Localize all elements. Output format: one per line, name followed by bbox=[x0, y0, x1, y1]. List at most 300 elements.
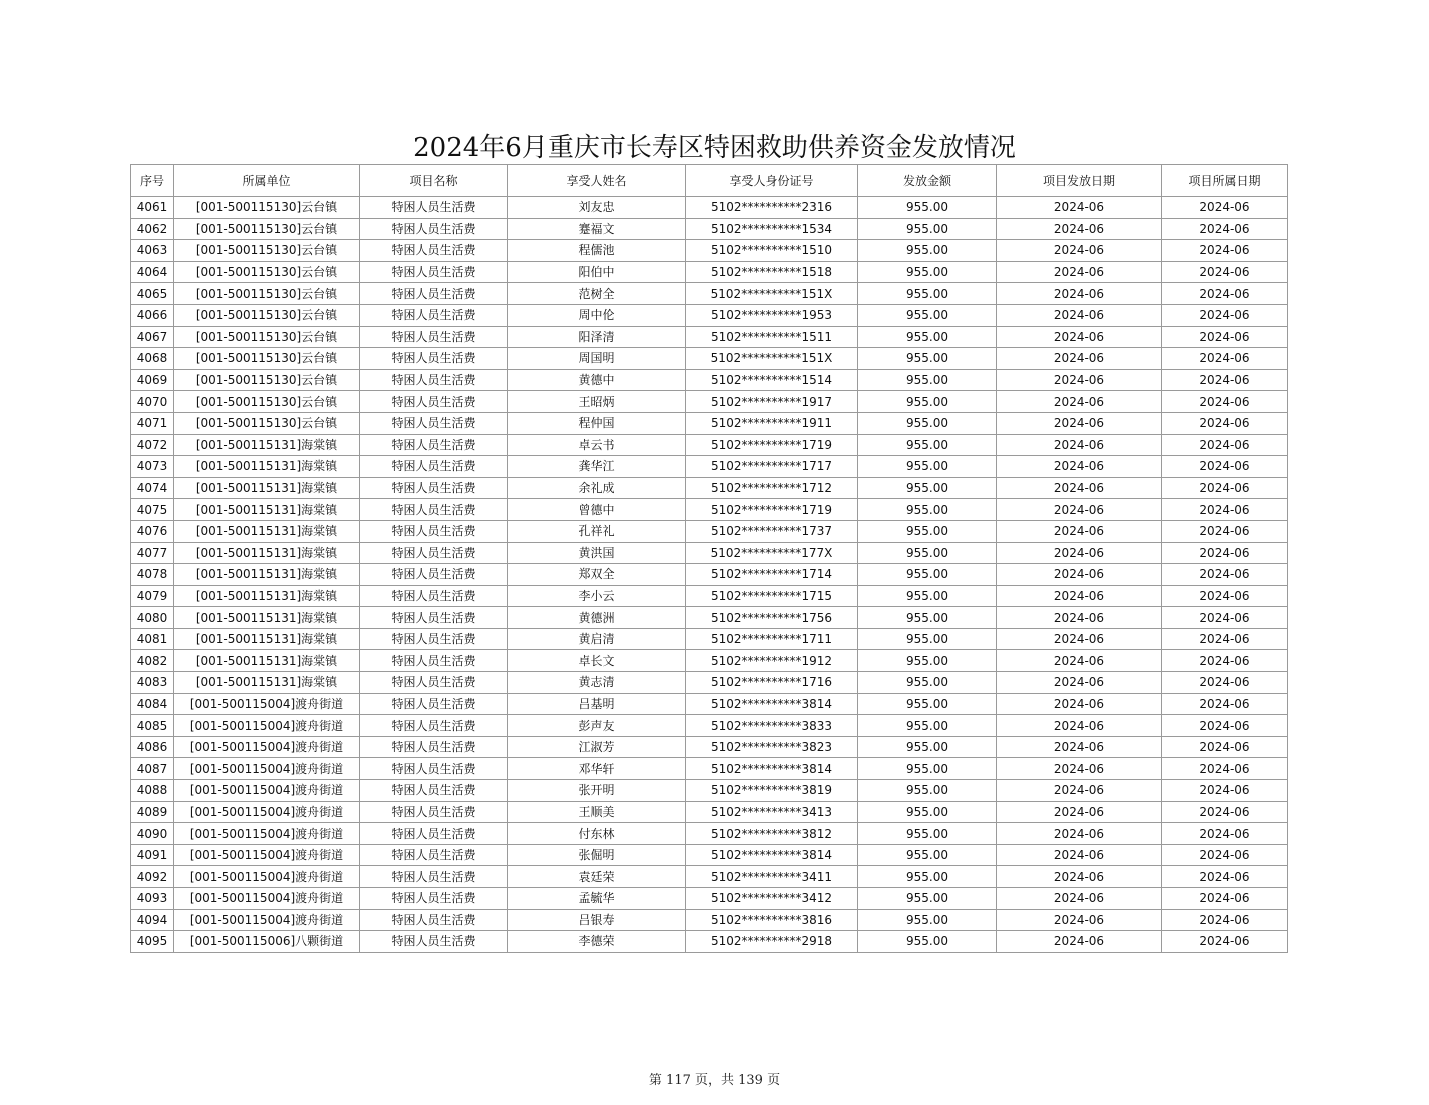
table-row bbox=[131, 434, 1288, 456]
cell-period-date: 2024-06 bbox=[1162, 585, 1288, 607]
cell-issue-date: 2024-06 bbox=[997, 650, 1162, 672]
cell-period-date: 2024-06 bbox=[1162, 564, 1288, 586]
cell-project-name: 特困人员生活费 bbox=[360, 240, 508, 262]
cell-amount: 955.00 bbox=[858, 931, 997, 953]
cell-serial: 4067 bbox=[131, 326, 174, 348]
cell-issue-date: 2024-06 bbox=[997, 434, 1162, 456]
table-row bbox=[131, 866, 1288, 888]
cell-serial: 4077 bbox=[131, 542, 174, 564]
cell-unit: [001-500115131]海棠镇 bbox=[174, 434, 360, 456]
cell-id-number: 5102**********1534 bbox=[686, 218, 858, 240]
cell-id-number: 5102**********1719 bbox=[686, 434, 858, 456]
cell-amount: 955.00 bbox=[858, 715, 997, 737]
cell-serial: 4081 bbox=[131, 628, 174, 650]
document-title: 2024年6月重庆市长寿区特困救助供养资金发放情况 bbox=[413, 133, 1016, 163]
cell-issue-date: 2024-06 bbox=[997, 412, 1162, 434]
cell-recipient-name: 郑双全 bbox=[508, 564, 686, 586]
table-row bbox=[131, 240, 1288, 262]
cell-id-number: 5102**********1737 bbox=[686, 520, 858, 542]
cell-serial: 4094 bbox=[131, 909, 174, 931]
table-row bbox=[131, 261, 1288, 283]
cell-serial: 4080 bbox=[131, 607, 174, 629]
cell-unit: [001-500115004]渡舟街道 bbox=[174, 758, 360, 780]
cell-period-date: 2024-06 bbox=[1162, 628, 1288, 650]
cell-id-number: 5102**********1911 bbox=[686, 412, 858, 434]
cell-period-date: 2024-06 bbox=[1162, 304, 1288, 326]
cell-id-number: 5102**********1716 bbox=[686, 672, 858, 694]
cell-issue-date: 2024-06 bbox=[997, 844, 1162, 866]
cell-recipient-name: 范树全 bbox=[508, 283, 686, 305]
cell-amount: 955.00 bbox=[858, 218, 997, 240]
cell-id-number: 5102**********3413 bbox=[686, 801, 858, 823]
cell-recipient-name: 李德荣 bbox=[508, 931, 686, 953]
cell-serial: 4079 bbox=[131, 585, 174, 607]
cell-recipient-name: 黄志清 bbox=[508, 672, 686, 694]
cell-unit: [001-500115130]云台镇 bbox=[174, 261, 360, 283]
cell-amount: 955.00 bbox=[858, 477, 997, 499]
cell-amount: 955.00 bbox=[858, 369, 997, 391]
cell-period-date: 2024-06 bbox=[1162, 326, 1288, 348]
header-serial: 序号 bbox=[131, 165, 174, 197]
cell-project-name: 特困人员生活费 bbox=[360, 715, 508, 737]
table-row bbox=[131, 304, 1288, 326]
cell-unit: [001-500115130]云台镇 bbox=[174, 412, 360, 434]
header-row bbox=[131, 165, 1288, 197]
table-row bbox=[131, 218, 1288, 240]
table-row bbox=[131, 780, 1288, 802]
cell-recipient-name: 张倔明 bbox=[508, 844, 686, 866]
table-row bbox=[131, 477, 1288, 499]
cell-period-date: 2024-06 bbox=[1162, 542, 1288, 564]
header-period-date: 项目所属日期 bbox=[1162, 165, 1288, 197]
table-body bbox=[131, 197, 1288, 953]
cell-period-date: 2024-06 bbox=[1162, 780, 1288, 802]
cell-id-number: 5102**********1518 bbox=[686, 261, 858, 283]
cell-recipient-name: 张开明 bbox=[508, 780, 686, 802]
cell-project-name: 特困人员生活费 bbox=[360, 326, 508, 348]
table-row bbox=[131, 499, 1288, 521]
cell-issue-date: 2024-06 bbox=[997, 369, 1162, 391]
cell-recipient-name: 周中伦 bbox=[508, 304, 686, 326]
cell-project-name: 特困人员生活费 bbox=[360, 758, 508, 780]
cell-id-number: 5102**********3823 bbox=[686, 736, 858, 758]
cell-project-name: 特困人员生活费 bbox=[360, 477, 508, 499]
cell-project-name: 特困人员生活费 bbox=[360, 542, 508, 564]
cell-recipient-name: 黄启清 bbox=[508, 628, 686, 650]
cell-serial: 4088 bbox=[131, 780, 174, 802]
cell-unit: [001-500115004]渡舟街道 bbox=[174, 780, 360, 802]
cell-amount: 955.00 bbox=[858, 520, 997, 542]
cell-period-date: 2024-06 bbox=[1162, 866, 1288, 888]
cell-project-name: 特困人员生活费 bbox=[360, 931, 508, 953]
cell-unit: [001-500115004]渡舟街道 bbox=[174, 844, 360, 866]
cell-issue-date: 2024-06 bbox=[997, 261, 1162, 283]
cell-unit: [001-500115130]云台镇 bbox=[174, 304, 360, 326]
cell-serial: 4070 bbox=[131, 391, 174, 413]
cell-period-date: 2024-06 bbox=[1162, 240, 1288, 262]
cell-serial: 4073 bbox=[131, 456, 174, 478]
cell-recipient-name: 彭声友 bbox=[508, 715, 686, 737]
cell-serial: 4064 bbox=[131, 261, 174, 283]
cell-period-date: 2024-06 bbox=[1162, 261, 1288, 283]
cell-serial: 4085 bbox=[131, 715, 174, 737]
cell-unit: [001-500115131]海棠镇 bbox=[174, 628, 360, 650]
cell-project-name: 特困人员生活费 bbox=[360, 672, 508, 694]
header-issue-date: 项目发放日期 bbox=[997, 165, 1162, 197]
cell-project-name: 特困人员生活费 bbox=[360, 628, 508, 650]
cell-id-number: 5102**********1514 bbox=[686, 369, 858, 391]
cell-issue-date: 2024-06 bbox=[997, 542, 1162, 564]
cell-issue-date: 2024-06 bbox=[997, 715, 1162, 737]
cell-issue-date: 2024-06 bbox=[997, 477, 1162, 499]
cell-recipient-name: 阳伯中 bbox=[508, 261, 686, 283]
cell-serial: 4061 bbox=[131, 197, 174, 219]
cell-recipient-name: 黄德中 bbox=[508, 369, 686, 391]
cell-unit: [001-500115130]云台镇 bbox=[174, 369, 360, 391]
payment-table bbox=[130, 164, 1288, 953]
cell-issue-date: 2024-06 bbox=[997, 823, 1162, 845]
cell-period-date: 2024-06 bbox=[1162, 693, 1288, 715]
cell-project-name: 特困人员生活费 bbox=[360, 391, 508, 413]
cell-recipient-name: 付东林 bbox=[508, 823, 686, 845]
table-row bbox=[131, 564, 1288, 586]
cell-recipient-name: 曾德中 bbox=[508, 499, 686, 521]
cell-issue-date: 2024-06 bbox=[997, 348, 1162, 370]
cell-id-number: 5102**********3814 bbox=[686, 758, 858, 780]
cell-issue-date: 2024-06 bbox=[997, 628, 1162, 650]
cell-id-number: 5102**********1953 bbox=[686, 304, 858, 326]
cell-id-number: 5102**********151X bbox=[686, 348, 858, 370]
cell-recipient-name: 程儒池 bbox=[508, 240, 686, 262]
cell-project-name: 特困人员生活费 bbox=[360, 304, 508, 326]
cell-recipient-name: 阳泽清 bbox=[508, 326, 686, 348]
cell-period-date: 2024-06 bbox=[1162, 650, 1288, 672]
cell-period-date: 2024-06 bbox=[1162, 477, 1288, 499]
cell-unit: [001-500115131]海棠镇 bbox=[174, 672, 360, 694]
table-row bbox=[131, 693, 1288, 715]
cell-project-name: 特困人员生活费 bbox=[360, 607, 508, 629]
cell-id-number: 5102**********3816 bbox=[686, 909, 858, 931]
cell-period-date: 2024-06 bbox=[1162, 888, 1288, 910]
table-row bbox=[131, 909, 1288, 931]
cell-recipient-name: 吕基明 bbox=[508, 693, 686, 715]
page-footer: 第 117 页，共 139 页 bbox=[648, 1073, 781, 1088]
cell-period-date: 2024-06 bbox=[1162, 931, 1288, 953]
cell-recipient-name: 黄洪国 bbox=[508, 542, 686, 564]
cell-unit: [001-500115130]云台镇 bbox=[174, 283, 360, 305]
cell-issue-date: 2024-06 bbox=[997, 758, 1162, 780]
cell-recipient-name: 卓长文 bbox=[508, 650, 686, 672]
cell-period-date: 2024-06 bbox=[1162, 434, 1288, 456]
cell-recipient-name: 周国明 bbox=[508, 348, 686, 370]
cell-serial: 4071 bbox=[131, 412, 174, 434]
cell-period-date: 2024-06 bbox=[1162, 672, 1288, 694]
cell-amount: 955.00 bbox=[858, 823, 997, 845]
cell-period-date: 2024-06 bbox=[1162, 412, 1288, 434]
cell-issue-date: 2024-06 bbox=[997, 585, 1162, 607]
cell-project-name: 特困人员生活费 bbox=[360, 283, 508, 305]
table-row bbox=[131, 823, 1288, 845]
cell-project-name: 特困人员生活费 bbox=[360, 866, 508, 888]
cell-id-number: 5102**********3411 bbox=[686, 866, 858, 888]
cell-period-date: 2024-06 bbox=[1162, 715, 1288, 737]
cell-project-name: 特困人员生活费 bbox=[360, 456, 508, 478]
cell-amount: 955.00 bbox=[858, 866, 997, 888]
cell-issue-date: 2024-06 bbox=[997, 304, 1162, 326]
cell-unit: [001-500115130]云台镇 bbox=[174, 218, 360, 240]
cell-issue-date: 2024-06 bbox=[997, 607, 1162, 629]
cell-recipient-name: 王顺美 bbox=[508, 801, 686, 823]
cell-unit: [001-500115130]云台镇 bbox=[174, 197, 360, 219]
cell-serial: 4065 bbox=[131, 283, 174, 305]
cell-recipient-name: 刘友忠 bbox=[508, 197, 686, 219]
cell-project-name: 特困人员生活费 bbox=[360, 218, 508, 240]
table-row bbox=[131, 585, 1288, 607]
cell-project-name: 特困人员生活费 bbox=[360, 369, 508, 391]
cell-amount: 955.00 bbox=[858, 391, 997, 413]
cell-period-date: 2024-06 bbox=[1162, 607, 1288, 629]
cell-issue-date: 2024-06 bbox=[997, 672, 1162, 694]
cell-amount: 955.00 bbox=[858, 780, 997, 802]
cell-serial: 4075 bbox=[131, 499, 174, 521]
cell-period-date: 2024-06 bbox=[1162, 801, 1288, 823]
cell-issue-date: 2024-06 bbox=[997, 240, 1162, 262]
cell-project-name: 特困人员生活费 bbox=[360, 197, 508, 219]
cell-project-name: 特困人员生活费 bbox=[360, 780, 508, 802]
header-id-number: 享受人身份证号 bbox=[686, 165, 858, 197]
table-row bbox=[131, 607, 1288, 629]
cell-serial: 4074 bbox=[131, 477, 174, 499]
cell-serial: 4062 bbox=[131, 218, 174, 240]
cell-unit: [001-500115004]渡舟街道 bbox=[174, 823, 360, 845]
table-row bbox=[131, 369, 1288, 391]
cell-issue-date: 2024-06 bbox=[997, 801, 1162, 823]
cell-period-date: 2024-06 bbox=[1162, 456, 1288, 478]
cell-unit: [001-500115130]云台镇 bbox=[174, 391, 360, 413]
cell-issue-date: 2024-06 bbox=[997, 197, 1162, 219]
cell-unit: [001-500115131]海棠镇 bbox=[174, 650, 360, 672]
cell-serial: 4089 bbox=[131, 801, 174, 823]
cell-issue-date: 2024-06 bbox=[997, 564, 1162, 586]
cell-unit: [001-500115131]海棠镇 bbox=[174, 542, 360, 564]
table-row bbox=[131, 844, 1288, 866]
cell-id-number: 5102**********2918 bbox=[686, 931, 858, 953]
cell-amount: 955.00 bbox=[858, 283, 997, 305]
cell-unit: [001-500115006]八颗街道 bbox=[174, 931, 360, 953]
cell-recipient-name: 蹇福文 bbox=[508, 218, 686, 240]
cell-period-date: 2024-06 bbox=[1162, 499, 1288, 521]
table-header bbox=[131, 165, 1288, 197]
cell-amount: 955.00 bbox=[858, 650, 997, 672]
cell-recipient-name: 吕银寿 bbox=[508, 909, 686, 931]
cell-serial: 4086 bbox=[131, 736, 174, 758]
cell-project-name: 特困人员生活费 bbox=[360, 348, 508, 370]
cell-unit: [001-500115004]渡舟街道 bbox=[174, 715, 360, 737]
cell-id-number: 5102**********1917 bbox=[686, 391, 858, 413]
table-row bbox=[131, 931, 1288, 953]
header-project-name: 项目名称 bbox=[360, 165, 508, 197]
header-amount: 发放金额 bbox=[858, 165, 997, 197]
cell-project-name: 特困人员生活费 bbox=[360, 801, 508, 823]
cell-project-name: 特困人员生活费 bbox=[360, 564, 508, 586]
cell-id-number: 5102**********1756 bbox=[686, 607, 858, 629]
cell-unit: [001-500115131]海棠镇 bbox=[174, 564, 360, 586]
cell-recipient-name: 余礼成 bbox=[508, 477, 686, 499]
cell-recipient-name: 邓华轩 bbox=[508, 758, 686, 780]
cell-unit: [001-500115131]海棠镇 bbox=[174, 585, 360, 607]
cell-period-date: 2024-06 bbox=[1162, 736, 1288, 758]
cell-id-number: 5102**********3814 bbox=[686, 693, 858, 715]
cell-project-name: 特困人员生活费 bbox=[360, 736, 508, 758]
cell-unit: [001-500115131]海棠镇 bbox=[174, 477, 360, 499]
cell-issue-date: 2024-06 bbox=[997, 736, 1162, 758]
cell-amount: 955.00 bbox=[858, 326, 997, 348]
cell-serial: 4066 bbox=[131, 304, 174, 326]
cell-serial: 4095 bbox=[131, 931, 174, 953]
table-row bbox=[131, 283, 1288, 305]
cell-issue-date: 2024-06 bbox=[997, 780, 1162, 802]
cell-period-date: 2024-06 bbox=[1162, 197, 1288, 219]
cell-id-number: 5102**********3819 bbox=[686, 780, 858, 802]
cell-period-date: 2024-06 bbox=[1162, 218, 1288, 240]
cell-unit: [001-500115131]海棠镇 bbox=[174, 499, 360, 521]
cell-id-number: 5102**********3812 bbox=[686, 823, 858, 845]
cell-id-number: 5102**********3814 bbox=[686, 844, 858, 866]
table-row bbox=[131, 456, 1288, 478]
cell-recipient-name: 黄德洲 bbox=[508, 607, 686, 629]
cell-project-name: 特困人员生活费 bbox=[360, 520, 508, 542]
cell-period-date: 2024-06 bbox=[1162, 348, 1288, 370]
table-row bbox=[131, 348, 1288, 370]
cell-id-number: 5102**********2316 bbox=[686, 197, 858, 219]
cell-period-date: 2024-06 bbox=[1162, 823, 1288, 845]
table-row bbox=[131, 542, 1288, 564]
cell-period-date: 2024-06 bbox=[1162, 844, 1288, 866]
cell-project-name: 特困人员生活费 bbox=[360, 261, 508, 283]
cell-amount: 955.00 bbox=[858, 197, 997, 219]
cell-period-date: 2024-06 bbox=[1162, 758, 1288, 780]
cell-amount: 955.00 bbox=[858, 909, 997, 931]
cell-period-date: 2024-06 bbox=[1162, 391, 1288, 413]
cell-unit: [001-500115131]海棠镇 bbox=[174, 520, 360, 542]
cell-recipient-name: 孟毓华 bbox=[508, 888, 686, 910]
cell-serial: 4084 bbox=[131, 693, 174, 715]
cell-serial: 4092 bbox=[131, 866, 174, 888]
cell-period-date: 2024-06 bbox=[1162, 909, 1288, 931]
cell-amount: 955.00 bbox=[858, 607, 997, 629]
cell-issue-date: 2024-06 bbox=[997, 218, 1162, 240]
cell-amount: 955.00 bbox=[858, 801, 997, 823]
cell-project-name: 特困人员生活费 bbox=[360, 650, 508, 672]
cell-id-number: 5102**********3833 bbox=[686, 715, 858, 737]
cell-issue-date: 2024-06 bbox=[997, 499, 1162, 521]
cell-unit: [001-500115130]云台镇 bbox=[174, 240, 360, 262]
table-row bbox=[131, 736, 1288, 758]
cell-serial: 4087 bbox=[131, 758, 174, 780]
cell-id-number: 5102**********1912 bbox=[686, 650, 858, 672]
cell-id-number: 5102**********177X bbox=[686, 542, 858, 564]
table-row bbox=[131, 520, 1288, 542]
table-row bbox=[131, 801, 1288, 823]
cell-period-date: 2024-06 bbox=[1162, 283, 1288, 305]
cell-amount: 955.00 bbox=[858, 434, 997, 456]
cell-id-number: 5102**********3412 bbox=[686, 888, 858, 910]
cell-amount: 955.00 bbox=[858, 736, 997, 758]
header-recipient-name: 享受人姓名 bbox=[508, 165, 686, 197]
cell-recipient-name: 程仲国 bbox=[508, 412, 686, 434]
cell-issue-date: 2024-06 bbox=[997, 909, 1162, 931]
cell-amount: 955.00 bbox=[858, 693, 997, 715]
cell-unit: [001-500115004]渡舟街道 bbox=[174, 909, 360, 931]
cell-serial: 4063 bbox=[131, 240, 174, 262]
cell-amount: 955.00 bbox=[858, 240, 997, 262]
table-row bbox=[131, 391, 1288, 413]
table-row bbox=[131, 650, 1288, 672]
cell-unit: [001-500115004]渡舟街道 bbox=[174, 866, 360, 888]
cell-id-number: 5102**********151X bbox=[686, 283, 858, 305]
cell-serial: 4069 bbox=[131, 369, 174, 391]
cell-id-number: 5102**********1715 bbox=[686, 585, 858, 607]
cell-amount: 955.00 bbox=[858, 348, 997, 370]
cell-project-name: 特困人员生活费 bbox=[360, 585, 508, 607]
cell-serial: 4068 bbox=[131, 348, 174, 370]
cell-period-date: 2024-06 bbox=[1162, 520, 1288, 542]
cell-serial: 4091 bbox=[131, 844, 174, 866]
table-row bbox=[131, 758, 1288, 780]
cell-recipient-name: 卓云书 bbox=[508, 434, 686, 456]
table-row bbox=[131, 715, 1288, 737]
cell-project-name: 特困人员生活费 bbox=[360, 499, 508, 521]
cell-id-number: 5102**********1719 bbox=[686, 499, 858, 521]
cell-issue-date: 2024-06 bbox=[997, 931, 1162, 953]
cell-recipient-name: 王昭炳 bbox=[508, 391, 686, 413]
cell-recipient-name: 李小云 bbox=[508, 585, 686, 607]
cell-issue-date: 2024-06 bbox=[997, 520, 1162, 542]
cell-id-number: 5102**********1712 bbox=[686, 477, 858, 499]
cell-id-number: 5102**********1510 bbox=[686, 240, 858, 262]
table-row bbox=[131, 888, 1288, 910]
cell-project-name: 特困人员生活费 bbox=[360, 844, 508, 866]
cell-id-number: 5102**********1714 bbox=[686, 564, 858, 586]
cell-id-number: 5102**********1711 bbox=[686, 628, 858, 650]
cell-issue-date: 2024-06 bbox=[997, 391, 1162, 413]
cell-serial: 4082 bbox=[131, 650, 174, 672]
cell-serial: 4076 bbox=[131, 520, 174, 542]
cell-unit: [001-500115131]海棠镇 bbox=[174, 456, 360, 478]
cell-serial: 4093 bbox=[131, 888, 174, 910]
cell-serial: 4072 bbox=[131, 434, 174, 456]
cell-serial: 4090 bbox=[131, 823, 174, 845]
cell-project-name: 特困人员生活费 bbox=[360, 888, 508, 910]
table-row bbox=[131, 197, 1288, 219]
cell-amount: 955.00 bbox=[858, 261, 997, 283]
table-row bbox=[131, 672, 1288, 694]
cell-id-number: 5102**********1511 bbox=[686, 326, 858, 348]
cell-unit: [001-500115004]渡舟街道 bbox=[174, 736, 360, 758]
cell-issue-date: 2024-06 bbox=[997, 456, 1162, 478]
cell-amount: 955.00 bbox=[858, 672, 997, 694]
cell-unit: [001-500115004]渡舟街道 bbox=[174, 801, 360, 823]
cell-amount: 955.00 bbox=[858, 888, 997, 910]
cell-amount: 955.00 bbox=[858, 456, 997, 478]
cell-unit: [001-500115004]渡舟街道 bbox=[174, 693, 360, 715]
cell-project-name: 特困人员生活费 bbox=[360, 909, 508, 931]
cell-id-number: 5102**********1717 bbox=[686, 456, 858, 478]
cell-serial: 4083 bbox=[131, 672, 174, 694]
cell-amount: 955.00 bbox=[858, 412, 997, 434]
header-unit: 所属单位 bbox=[174, 165, 360, 197]
cell-amount: 955.00 bbox=[858, 564, 997, 586]
